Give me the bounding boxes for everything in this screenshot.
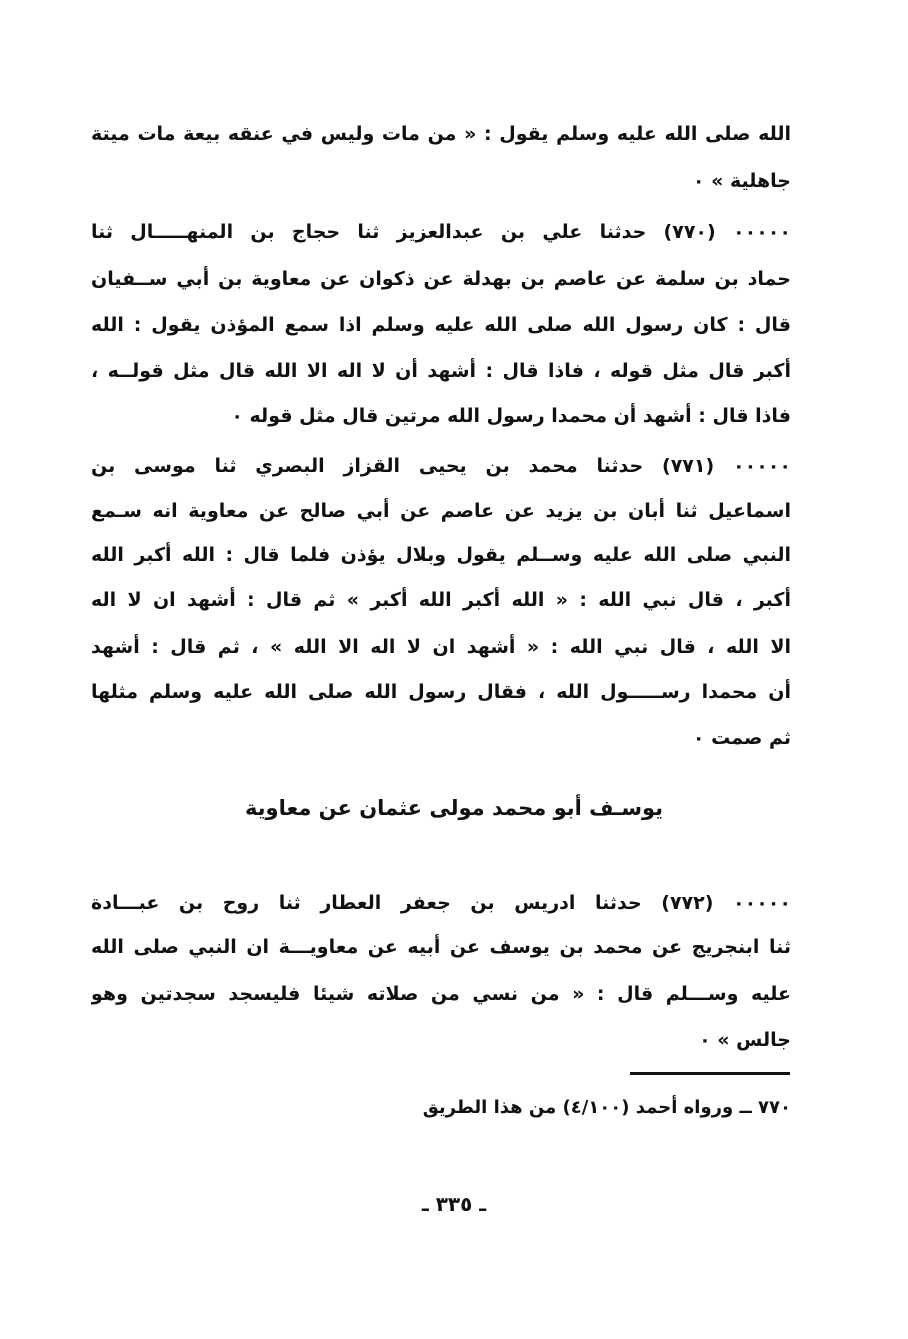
text-line: أكبر قال مثل قوله ، فاذا قال : أشهد أن لا اله الا الله قال مثل قولــه ، <box>91 360 791 382</box>
text-line: جالس » ٠ <box>699 1029 791 1051</box>
text-line: ٠٠٠٠٠ (٧٧٠) حدثنا علي بن عبدالعزيز ثنا حجاج بن المنهـــــال ثنا <box>91 221 791 243</box>
text-line: اسماعيل ثنا أبان بن يزيد عن عاصم عن أبي صالح عن معاوية انه سـمع <box>91 500 791 522</box>
footnote-divider <box>630 1072 790 1075</box>
text-line: أن محمدا رســـــول الله ، فقال رسول الله صلى الله عليه وسلم مثلها <box>91 681 791 703</box>
text-line: أكبر ، قال نبي الله : « الله أكبر الله أكبر » ثم قال : أشهد ان لا اله <box>91 589 791 611</box>
text-line: ٠٠٠٠٠ (٧٧٢) حدثنا ادريس بن جعفر العطار ثنا روح بن عبـــادة <box>91 892 791 914</box>
text-line: النبي صلى الله عليه وســلم يقول وبلال يؤذن فلما قال : الله أكبر الله <box>91 544 791 566</box>
page-number: ـ ٣٣٥ ـ <box>421 1192 487 1216</box>
text-line: ثنا ابنجريج عن محمد بن يوسف عن أبيه عن معاويـــة ان النبي صلى الله <box>91 936 791 958</box>
text-line: عليه وســـلم قال : « من نسي من صلاته شيئا فليسجد سجدتين وهو <box>91 983 791 1005</box>
text-line: ٠٠٠٠٠ (٧٧١) حدثنا محمد بن يحيى القزاز البصري ثنا موسى بن <box>91 455 791 477</box>
section-heading: يوسـف أبو محمد مولى عثمان عن معاوية <box>244 796 664 820</box>
text-line: الا الله ، قال نبي الله : « أشهد ان لا اله الا الله » ، ثم قال : أشهد <box>91 636 791 658</box>
text-line: الله صلى الله عليه وسلم يقول : « من مات وليس في عنقه بيعة مات ميتة <box>91 123 791 145</box>
footnote: ٧٧٠ ــ ورواه أحمد (٤/١٠٠) من هذا الطريق <box>422 1097 791 1118</box>
text-line: جاهلية » ٠ <box>692 170 791 192</box>
text-line: فاذا قال : أشهد أن محمدا رسول الله مرتين قال مثل قوله ٠ <box>231 405 791 427</box>
text-line: ثم صمت ٠ <box>692 727 791 749</box>
text-line: حماد بن سلمة عن عاصم بن بهدلة عن ذكوان عن معاوية بن أبي ســفيان <box>91 268 791 290</box>
text-line: قال : كان رسول الله صلى الله عليه وسلم اذا سمع المؤذن يقول : الله <box>91 314 791 336</box>
